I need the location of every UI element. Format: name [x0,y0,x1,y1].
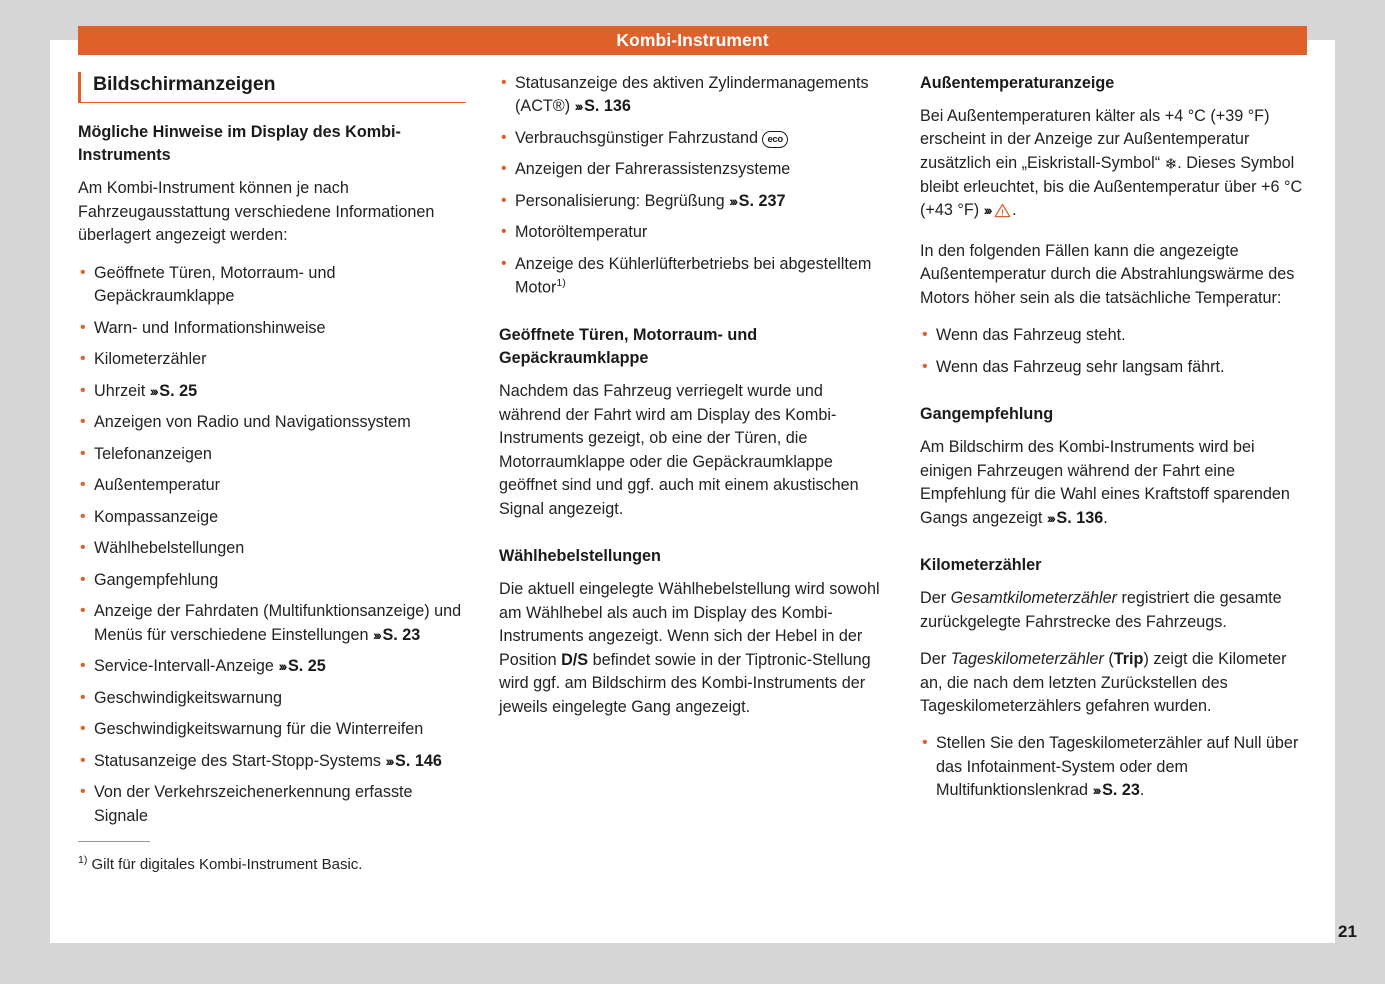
chevron-right-icon: ››› [149,382,157,399]
footnote-marker: 1) [78,854,88,867]
list-item-text: Anzeige der Fahrdaten (Multifunktionsanzeige) und Menüs für verschiedene Einstellungen [94,602,462,644]
list-item-text: Warn- und Informationshinweise [94,318,326,337]
list-item [78,600,466,647]
chevron-right-icon: ››› [1092,782,1100,799]
content-columns [78,72,1310,932]
chevron-right-icon: ››› [372,626,380,643]
column-left [78,72,468,932]
page-reference-label: S. 25 [287,657,326,676]
section-title: Bildschirmanzeigen [93,73,276,95]
page-reference[interactable] [386,752,442,770]
page-reference[interactable] [575,97,631,115]
list-item [499,72,889,119]
paragraph-part: befindet sowie in der Tiptronic-Stellung wird ggf. am Bildschirm des Kombi-Instruments der jeweils eingelegte Gang angezeigt. [499,650,871,716]
right-section-heading-outside-temp: Außentemperaturanzeige [920,74,1115,92]
paragraph-part: Der [920,589,951,608]
middle-section-paragraph-doors: Nachdem das Fahrzeug verriegelt wurde und während der Fahrt wird am Display des Kombi-Instruments gezeigt, ob eine der Türen, die Motorraumklappe oder die Gepäckraumklappe geöffnet sind und ggf. auch mit einem akustischen Signal angezeigt. [499,382,859,518]
right-outside-temp-paragraph-1 [920,105,1310,226]
term-total-odometer: Gesamtkilometerzähler [950,589,1118,608]
page-reference[interactable] [150,382,197,400]
section-title-block [78,72,466,103]
list-item-text: Gangempfehlung [94,570,219,589]
paragraph-part: . [1012,201,1017,220]
right-odometer-paragraph-1 [920,587,1310,634]
right-section-heading-gear-rec: Gangempfehlung [920,405,1054,424]
middle-section-heading-doors: Geöffnete Türen, Motorraum- und Gepäckraumklappe [499,326,758,368]
page-number: 21 [1338,922,1357,941]
list-item-text: Wenn das Fahrzeug steht. [936,326,1126,345]
list-item [78,348,466,371]
paragraph-part: ( [1103,650,1114,669]
paragraph-part: Bei Außentemperaturen kälter als +4 °C (+39 °F) erscheint in der Anzeige zur Außentemperatur zusätzlich ein „Eiskristall-Symbol“ [920,107,1270,172]
right-section-heading-odometer: Kilometerzähler [920,556,1042,575]
list-item [78,750,466,773]
paragraph-part: . Dieses Symbol bleibt erleuchtet, bis die Außentemperatur über +6 °C (+43 °F) [920,153,1303,220]
column-middle [499,72,889,932]
right-odometer-bullets [920,732,1310,802]
paragraph-part: . [1139,781,1145,800]
list-item [78,506,466,529]
middle-section-paragraph-selector [499,578,889,719]
left-subheading: Mögliche Hinweise im Display des Kombi-Instruments [78,123,401,165]
paragraph-part: Der [920,650,951,669]
list-item-text: Uhrzeit [94,381,150,400]
list-item [78,569,466,592]
list-item [499,221,889,244]
term-trip-odometer: Tageskilometerzähler [950,650,1104,669]
list-item-text: Geschwindigkeitswarnung [94,688,283,707]
selector-position-label: D/S [561,650,589,669]
chevron-right-icon: ››› [278,658,285,675]
paragraph-part: ) zeigt die Kilometer an, die nach dem letzten Zurückstellen des Tageskilometerzählers gefahren wurden. [920,650,1287,715]
column-right [920,72,1310,932]
list-item [78,537,466,560]
list-item-text: Wählhebelstellungen [94,539,245,558]
page-reference[interactable] [729,192,785,210]
footnote-reference: 1) [556,277,566,290]
footnote [78,853,466,875]
footnote-text: Gilt für digitales Kombi-Instrument Basic. [91,856,363,874]
list-item-text: Anzeigen von Radio und Navigationssystem [94,413,411,432]
list-item [920,324,1310,347]
page-reference-label: S. 23 [382,625,421,644]
list-item [499,253,889,300]
list-item-text: Kompassanzeige [94,507,219,526]
page-reference[interactable] [373,626,420,644]
page-reference-label: S. 237 [738,191,786,210]
list-item-text: Motoröltemperatur [515,223,648,242]
footnote-divider [78,841,150,842]
list-item [78,411,466,434]
page-reference-label: S. 23 [1102,781,1140,800]
list-item [78,718,466,741]
list-item [78,474,466,497]
page-reference[interactable] [1047,509,1103,527]
list-item-text: Personalisierung: Begrüßung [515,191,730,210]
list-item-text: Statusanzeige des aktiven Zylindermanagements (ACT®) [515,74,869,116]
right-outside-temp-bullets [920,324,1310,379]
left-intro-paragraph: Am Kombi-Instrument können je nach Fahrzeugausstattung verschiedene Informationen überlagert angezeigt werden: [78,179,435,245]
list-item [499,190,889,213]
list-item [920,732,1310,802]
page-reference-label: S. 146 [395,751,442,770]
left-bullet-list [78,262,466,828]
eco-icon: eco [762,131,787,148]
list-item-text: Von der Verkehrszeichenerkennung erfasste Signale [94,783,413,825]
list-item-text: Verbrauchsgünstiger Fahrzustand [515,128,763,147]
list-item-text: Stellen Sie den Tageskilometerzähler auf Null über das Infotainment-System oder dem Multifunktionslenkrad [936,734,1299,800]
chevron-right-icon: ››› [1046,509,1054,526]
page-header-bar [78,26,1307,55]
page-reference-label: S. 136 [584,97,631,116]
list-item [499,158,889,181]
list-item-text: Geschwindigkeitswarnung für die Winterreifen [94,720,424,739]
list-item-text: Service-Intervall-Anzeige [94,657,279,676]
list-item [78,655,466,678]
middle-bullet-list [499,72,889,300]
list-item-text: Wenn das Fahrzeug sehr langsam fährt. [936,357,1225,376]
trip-label: Trip [1113,650,1144,669]
page-reference-label: S. 136 [1056,508,1104,527]
list-item-text: Anzeige des Kühlerlüfterbetriebs bei abgestelltem Motor [515,254,872,297]
list-item-text: Geöffnete Türen, Motorraum- und Gepäckraumklappe [94,263,336,306]
list-item-text: Außentemperatur [94,476,220,495]
list-item [78,317,466,340]
right-odometer-paragraph-2 [920,648,1310,718]
list-item-text: Telefonanzeigen [94,444,212,463]
list-item-text: Kilometerzähler [94,350,207,369]
list-item-text: Anzeigen der Fahrerassistenzsysteme [515,160,791,179]
middle-section-heading-selector: Wählhebelstellungen [499,547,661,566]
list-item [78,781,466,828]
paragraph-part: Die aktuell eingelegte Wählhebelstellung wird sowohl am Wählhebel als auch im Display des Kombi-Instruments angezeigt. Wenn sich der Hebel in der Position [499,580,880,669]
right-gear-rec-paragraph [920,436,1310,530]
chevron-right-icon: ››› [983,202,991,219]
list-item [78,443,466,466]
page-reference[interactable] [1093,781,1140,799]
list-item [78,687,466,710]
page-reference[interactable] [984,201,994,219]
snowflake-icon: ❄ [1164,155,1178,173]
paragraph-part: registriert die gesamte zurückgelegte Fahrstrecke des Fahrzeugs. [920,589,1282,631]
list-item [920,356,1310,379]
list-item [499,127,889,150]
warning-triangle-icon [994,202,1011,225]
page-reference[interactable] [278,657,325,675]
page-header-title: Kombi-Instrument [616,30,769,50]
list-item-text: Statusanzeige des Start-Stopp-Systems [94,751,386,770]
paragraph-part: Am Bildschirm des Kombi-Instruments wird bei einigen Fahrzeugen während der Fahrt eine Empfehlung für die Wahl eines Kraftstoff sparenden Gangs angezeigt [920,438,1290,527]
paragraph-part: . [1103,508,1108,527]
list-item [78,380,466,403]
chevron-right-icon: ››› [729,192,736,209]
chevron-right-icon: ››› [574,98,582,115]
list-item [78,262,466,309]
page-reference-label: S. 25 [159,381,198,400]
chevron-right-icon: ››› [385,752,393,769]
right-outside-temp-paragraph-2: In den folgenden Fällen kann die angezeigte Außentemperatur durch die Abstrahlungswärme des Motors höher sein als die tatsächliche Temperatur: [920,241,1295,307]
